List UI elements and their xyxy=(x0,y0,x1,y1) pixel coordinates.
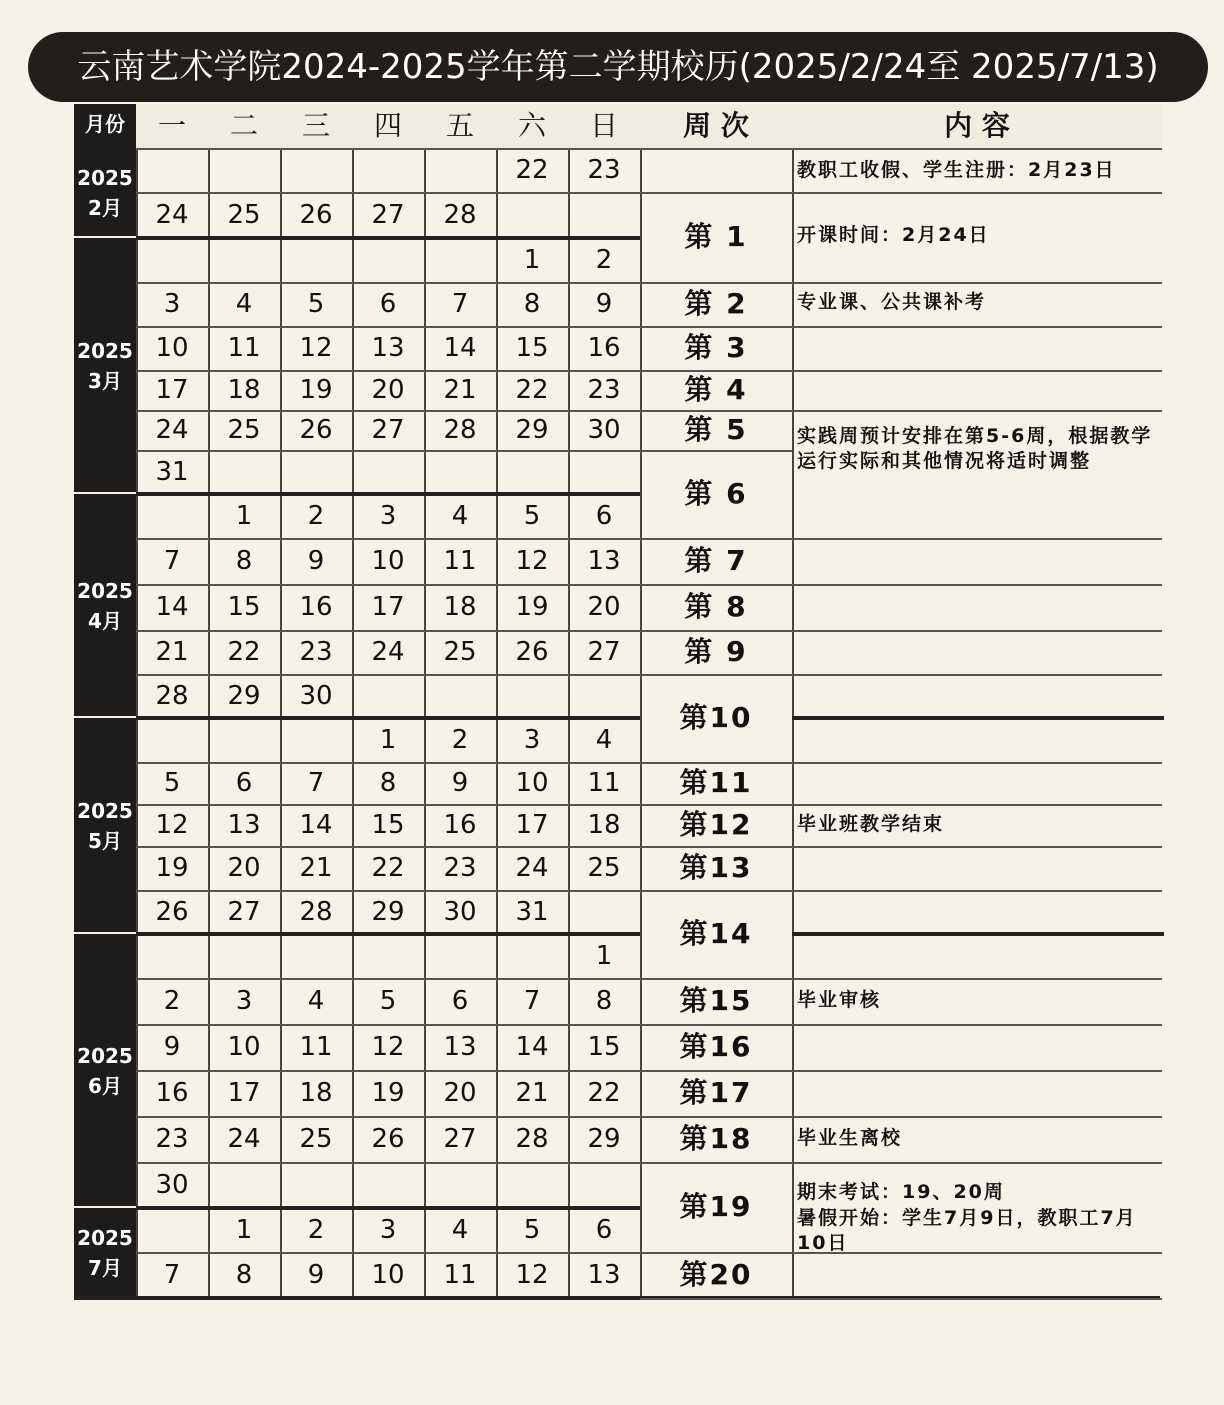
date-cell: 27 xyxy=(227,897,261,927)
date-cell: 14 xyxy=(443,333,477,363)
date-cell: 10 xyxy=(155,333,189,363)
date-cell: 19 xyxy=(299,375,333,405)
date-cell xyxy=(280,1164,352,1206)
date-cell: 18 xyxy=(587,810,621,840)
date-cell: 13 xyxy=(587,546,621,576)
week-label: 第 3 xyxy=(684,331,748,364)
date-cell: 9 xyxy=(451,768,469,798)
week-label: 第 7 xyxy=(684,544,748,577)
date-cell xyxy=(352,1164,424,1206)
date-cell xyxy=(352,149,424,191)
date-cell: 23 xyxy=(587,155,621,185)
date-cell: 22 xyxy=(371,853,405,883)
date-cell: 8 xyxy=(379,768,397,798)
month-label xyxy=(74,796,136,856)
month-name: 7月 xyxy=(88,1256,122,1280)
date-cell: 16 xyxy=(587,333,621,363)
date-cell xyxy=(496,194,568,236)
date-cell: 24 xyxy=(371,637,405,667)
week-label: 第17 xyxy=(679,1076,753,1109)
date-cell: 8 xyxy=(235,1260,253,1290)
date-cell: 11 xyxy=(299,1032,333,1062)
date-cell: 20 xyxy=(587,592,621,622)
date-cell xyxy=(280,239,352,281)
week-label: 第19 xyxy=(679,1190,753,1223)
content-divider xyxy=(792,192,1162,194)
date-cell: 25 xyxy=(299,1124,333,1154)
date-cell: 26 xyxy=(515,637,549,667)
content-divider xyxy=(792,674,1162,676)
header-week: 周 次 xyxy=(640,104,792,148)
date-cell: 4 xyxy=(595,725,613,755)
date-cell: 12 xyxy=(155,810,189,840)
date-cell: 26 xyxy=(299,200,333,230)
date-cell: 3 xyxy=(235,986,253,1016)
date-cell: 12 xyxy=(299,333,333,363)
date-cell: 6 xyxy=(595,501,613,531)
date-cell: 7 xyxy=(451,289,469,319)
month-label xyxy=(74,576,136,636)
date-cell: 26 xyxy=(155,897,189,927)
date-cell xyxy=(136,719,208,761)
date-cell: 31 xyxy=(155,457,189,487)
date-cell: 13 xyxy=(371,333,405,363)
header-day-wed: 三 xyxy=(280,104,352,148)
date-cell: 25 xyxy=(443,637,477,667)
date-cell xyxy=(136,935,208,977)
date-cell: 7 xyxy=(523,986,541,1016)
header-day-sat: 六 xyxy=(496,104,568,148)
date-cell: 10 xyxy=(371,1260,405,1290)
month-name: 2月 xyxy=(88,196,122,220)
date-cell: 29 xyxy=(587,1124,621,1154)
date-cell: 6 xyxy=(595,1215,613,1245)
date-cell xyxy=(280,719,352,761)
content-divider xyxy=(792,1024,1162,1026)
date-cell: 23 xyxy=(587,375,621,405)
date-cell: 29 xyxy=(515,415,549,445)
week-label: 第20 xyxy=(679,1258,753,1291)
date-cell: 20 xyxy=(227,853,261,883)
content-class-start: 开课时间：2月24日 xyxy=(797,224,990,246)
content-divider xyxy=(792,1116,1162,1118)
month-name: 5月 xyxy=(88,829,122,853)
header-month: 月份 xyxy=(74,104,136,148)
month-year: 2025 xyxy=(77,579,133,603)
date-cell: 24 xyxy=(155,200,189,230)
content-divider xyxy=(792,804,1162,806)
date-cell: 9 xyxy=(163,1032,181,1062)
date-cell xyxy=(424,675,496,717)
date-cell: 27 xyxy=(443,1124,477,1154)
week-label: 第 8 xyxy=(684,590,748,623)
date-cell: 6 xyxy=(379,289,397,319)
content-divider xyxy=(792,410,1162,412)
date-cell: 26 xyxy=(371,1124,405,1154)
date-cell: 1 xyxy=(595,941,613,971)
date-cell: 30 xyxy=(155,1170,189,1200)
date-cell: 2 xyxy=(307,1215,325,1245)
date-cell: 22 xyxy=(515,155,549,185)
date-cell: 27 xyxy=(371,415,405,445)
date-cell: 4 xyxy=(451,1215,469,1245)
date-cell: 30 xyxy=(443,897,477,927)
week-label: 第 5 xyxy=(684,413,748,446)
content-divider xyxy=(792,538,1162,540)
month-name: 4月 xyxy=(88,609,122,633)
date-cell: 4 xyxy=(451,501,469,531)
date-cell: 23 xyxy=(299,637,333,667)
week-label: 第14 xyxy=(679,917,753,950)
date-cell: 5 xyxy=(163,768,181,798)
content-practice-week: 实践周预计安排在第5-6周，根据教学运行实际和其他情况将适时调整 xyxy=(797,425,1153,472)
date-cell: 27 xyxy=(371,200,405,230)
date-cell xyxy=(424,149,496,191)
content-divider xyxy=(792,326,1162,328)
date-cell: 21 xyxy=(155,637,189,667)
date-cell: 7 xyxy=(307,768,325,798)
date-cell: 10 xyxy=(227,1032,261,1062)
date-cell: 30 xyxy=(299,681,333,711)
date-cell: 1 xyxy=(235,1215,253,1245)
date-cell xyxy=(208,935,280,977)
date-cell: 17 xyxy=(515,810,549,840)
date-cell: 11 xyxy=(227,333,261,363)
date-cell: 11 xyxy=(587,768,621,798)
week-label: 第15 xyxy=(679,984,753,1017)
month-label xyxy=(74,163,136,223)
date-cell: 17 xyxy=(371,592,405,622)
date-cell xyxy=(424,1164,496,1206)
date-cell: 5 xyxy=(379,986,397,1016)
content-divider xyxy=(792,762,1162,764)
date-cell: 1 xyxy=(235,501,253,531)
month-year: 2025 xyxy=(77,1226,133,1250)
date-cell: 10 xyxy=(371,546,405,576)
date-cell: 18 xyxy=(227,375,261,405)
date-cell: 15 xyxy=(227,592,261,622)
date-cell: 1 xyxy=(379,725,397,755)
date-cell: 20 xyxy=(443,1078,477,1108)
week-label: 第 9 xyxy=(684,635,748,668)
date-cell: 2 xyxy=(595,245,613,275)
date-cell: 5 xyxy=(523,1215,541,1245)
date-cell xyxy=(424,935,496,977)
date-cell xyxy=(496,675,568,717)
date-cell: 20 xyxy=(371,375,405,405)
content-graduation-review: 毕业审核 xyxy=(797,989,882,1011)
date-cell: 16 xyxy=(443,810,477,840)
date-cell: 8 xyxy=(523,289,541,319)
date-cell: 15 xyxy=(371,810,405,840)
content-divider-thick xyxy=(792,932,1164,936)
page-title: 云南艺术学院2024-2025学年第二学期校历(2025/2/24至 2025/7/13) xyxy=(28,32,1208,102)
date-cell: 2 xyxy=(163,986,181,1016)
date-cell xyxy=(568,675,640,717)
date-cell: 16 xyxy=(299,592,333,622)
date-cell: 15 xyxy=(587,1032,621,1062)
date-cell: 15 xyxy=(515,333,549,363)
date-cell: 12 xyxy=(515,1260,549,1290)
date-cell: 11 xyxy=(443,1260,477,1290)
content-divider xyxy=(792,370,1162,372)
date-cell: 11 xyxy=(443,546,477,576)
date-cell: 3 xyxy=(379,1215,397,1245)
week-label: 第10 xyxy=(679,701,753,734)
date-cell: 13 xyxy=(443,1032,477,1062)
date-cell: 3 xyxy=(163,289,181,319)
date-cell xyxy=(352,239,424,281)
date-cell xyxy=(352,675,424,717)
month-label xyxy=(74,336,136,396)
date-cell: 27 xyxy=(587,637,621,667)
month-label xyxy=(74,1223,136,1283)
content-divider xyxy=(792,1298,1162,1300)
date-cell: 12 xyxy=(371,1032,405,1062)
date-cell: 28 xyxy=(515,1124,549,1154)
week-label: 第18 xyxy=(679,1122,753,1155)
header-day-sun: 日 xyxy=(568,104,640,148)
month-year: 2025 xyxy=(77,1044,133,1068)
date-cell: 8 xyxy=(235,546,253,576)
date-cell: 14 xyxy=(299,810,333,840)
date-cell: 22 xyxy=(227,637,261,667)
date-cell xyxy=(208,451,280,493)
month-year: 2025 xyxy=(77,166,133,190)
header-day-tue: 二 xyxy=(208,104,280,148)
date-cell: 5 xyxy=(307,289,325,319)
date-cell xyxy=(280,149,352,191)
date-cell: 3 xyxy=(523,725,541,755)
date-cell xyxy=(208,1164,280,1206)
content-makeup-exam: 专业课、公共课补考 xyxy=(797,291,987,313)
date-cell xyxy=(136,1209,208,1251)
date-cell: 19 xyxy=(515,592,549,622)
content-divider xyxy=(792,630,1162,632)
date-cell xyxy=(136,149,208,191)
date-cell: 28 xyxy=(443,415,477,445)
content-summer-break: 暑假开始：学生7月9日，教职工7月10日 xyxy=(797,1207,1137,1254)
date-cell xyxy=(568,1164,640,1206)
content-divider xyxy=(792,584,1162,586)
date-cell: 14 xyxy=(155,592,189,622)
date-cell: 4 xyxy=(235,289,253,319)
month-name: 3月 xyxy=(88,369,122,393)
date-cell: 19 xyxy=(155,853,189,883)
week-label: 第 1 xyxy=(684,220,748,253)
date-cell: 25 xyxy=(227,200,261,230)
date-cell: 19 xyxy=(371,1078,405,1108)
date-cell: 23 xyxy=(443,853,477,883)
date-cell: 6 xyxy=(451,986,469,1016)
header-day-thu: 四 xyxy=(352,104,424,148)
date-cell: 28 xyxy=(443,200,477,230)
date-cell: 10 xyxy=(515,768,549,798)
date-cell: 7 xyxy=(163,546,181,576)
date-cell xyxy=(424,239,496,281)
date-cell: 25 xyxy=(227,415,261,445)
content-divider xyxy=(792,846,1162,848)
content-divider xyxy=(792,890,1162,892)
header-day-mon: 一 xyxy=(136,104,208,148)
date-cell: 7 xyxy=(163,1260,181,1290)
content-divider xyxy=(792,1070,1162,1072)
date-cell: 2 xyxy=(307,501,325,531)
content-registration: 教职工收假、学生注册：2月23日 xyxy=(797,159,1116,181)
date-cell: 13 xyxy=(587,1260,621,1290)
date-cell: 28 xyxy=(299,897,333,927)
date-cell xyxy=(568,891,640,933)
month-year: 2025 xyxy=(77,799,133,823)
date-cell: 14 xyxy=(515,1032,549,1062)
date-cell: 22 xyxy=(515,375,549,405)
date-cell xyxy=(352,451,424,493)
date-cell xyxy=(280,451,352,493)
content-graduates-leave: 毕业生离校 xyxy=(797,1127,903,1149)
week-label: 第12 xyxy=(679,808,753,841)
date-cell: 4 xyxy=(307,986,325,1016)
month-label xyxy=(74,1041,136,1101)
date-cell: 18 xyxy=(443,592,477,622)
week-label: 第13 xyxy=(679,851,753,884)
date-cell xyxy=(568,451,640,493)
date-cell: 24 xyxy=(155,415,189,445)
content-graduating-end: 毕业班教学结束 xyxy=(797,813,945,835)
date-cell xyxy=(568,194,640,236)
date-cell: 17 xyxy=(155,375,189,405)
date-cell: 9 xyxy=(307,1260,325,1290)
date-cell: 1 xyxy=(523,245,541,275)
week-label: 第16 xyxy=(679,1030,753,1063)
date-cell: 9 xyxy=(595,289,613,319)
date-cell: 21 xyxy=(299,853,333,883)
row-divider xyxy=(136,1296,640,1300)
date-cell: 29 xyxy=(371,897,405,927)
date-cell xyxy=(424,451,496,493)
date-cell: 24 xyxy=(515,853,549,883)
date-cell: 6 xyxy=(235,768,253,798)
content-divider-thick xyxy=(792,716,1164,720)
date-cell: 23 xyxy=(155,1124,189,1154)
week-label xyxy=(640,148,792,192)
week-label: 第 2 xyxy=(684,287,748,320)
date-cell: 3 xyxy=(379,501,397,531)
month-name: 6月 xyxy=(88,1074,122,1098)
date-cell xyxy=(208,719,280,761)
week-label: 第11 xyxy=(679,766,753,799)
date-cell: 21 xyxy=(515,1078,549,1108)
month-year: 2025 xyxy=(77,339,133,363)
date-cell: 13 xyxy=(227,810,261,840)
date-cell xyxy=(208,149,280,191)
date-cell: 29 xyxy=(227,681,261,711)
date-cell: 30 xyxy=(587,415,621,445)
date-cell: 16 xyxy=(155,1078,189,1108)
content-divider xyxy=(792,978,1162,980)
date-cell: 31 xyxy=(515,897,549,927)
date-cell: 28 xyxy=(155,681,189,711)
header-day-fri: 五 xyxy=(424,104,496,148)
week-label: 第 4 xyxy=(684,373,748,406)
content-divider xyxy=(792,1162,1162,1164)
content-final-exam: 期末考试：19、20周 xyxy=(797,1181,1005,1203)
date-cell: 12 xyxy=(515,546,549,576)
date-cell: 21 xyxy=(443,375,477,405)
content-divider xyxy=(792,282,1162,284)
date-cell xyxy=(136,495,208,537)
date-cell: 26 xyxy=(299,415,333,445)
date-cell: 25 xyxy=(587,853,621,883)
date-cell: 2 xyxy=(451,725,469,755)
date-cell: 18 xyxy=(299,1078,333,1108)
date-cell: 9 xyxy=(307,546,325,576)
date-cell: 22 xyxy=(587,1078,621,1108)
date-cell: 8 xyxy=(595,986,613,1016)
date-cell: 24 xyxy=(227,1124,261,1154)
date-cell: 17 xyxy=(227,1078,261,1108)
date-cell xyxy=(208,239,280,281)
date-cell xyxy=(280,935,352,977)
date-cell: 5 xyxy=(523,501,541,531)
week-divider xyxy=(640,1298,792,1300)
date-cell xyxy=(352,935,424,977)
date-cell xyxy=(496,935,568,977)
header-content: 内 容 xyxy=(792,104,1162,148)
week-label: 第 6 xyxy=(684,477,748,510)
date-cell xyxy=(136,239,208,281)
date-cell xyxy=(496,1164,568,1206)
date-cell xyxy=(496,451,568,493)
